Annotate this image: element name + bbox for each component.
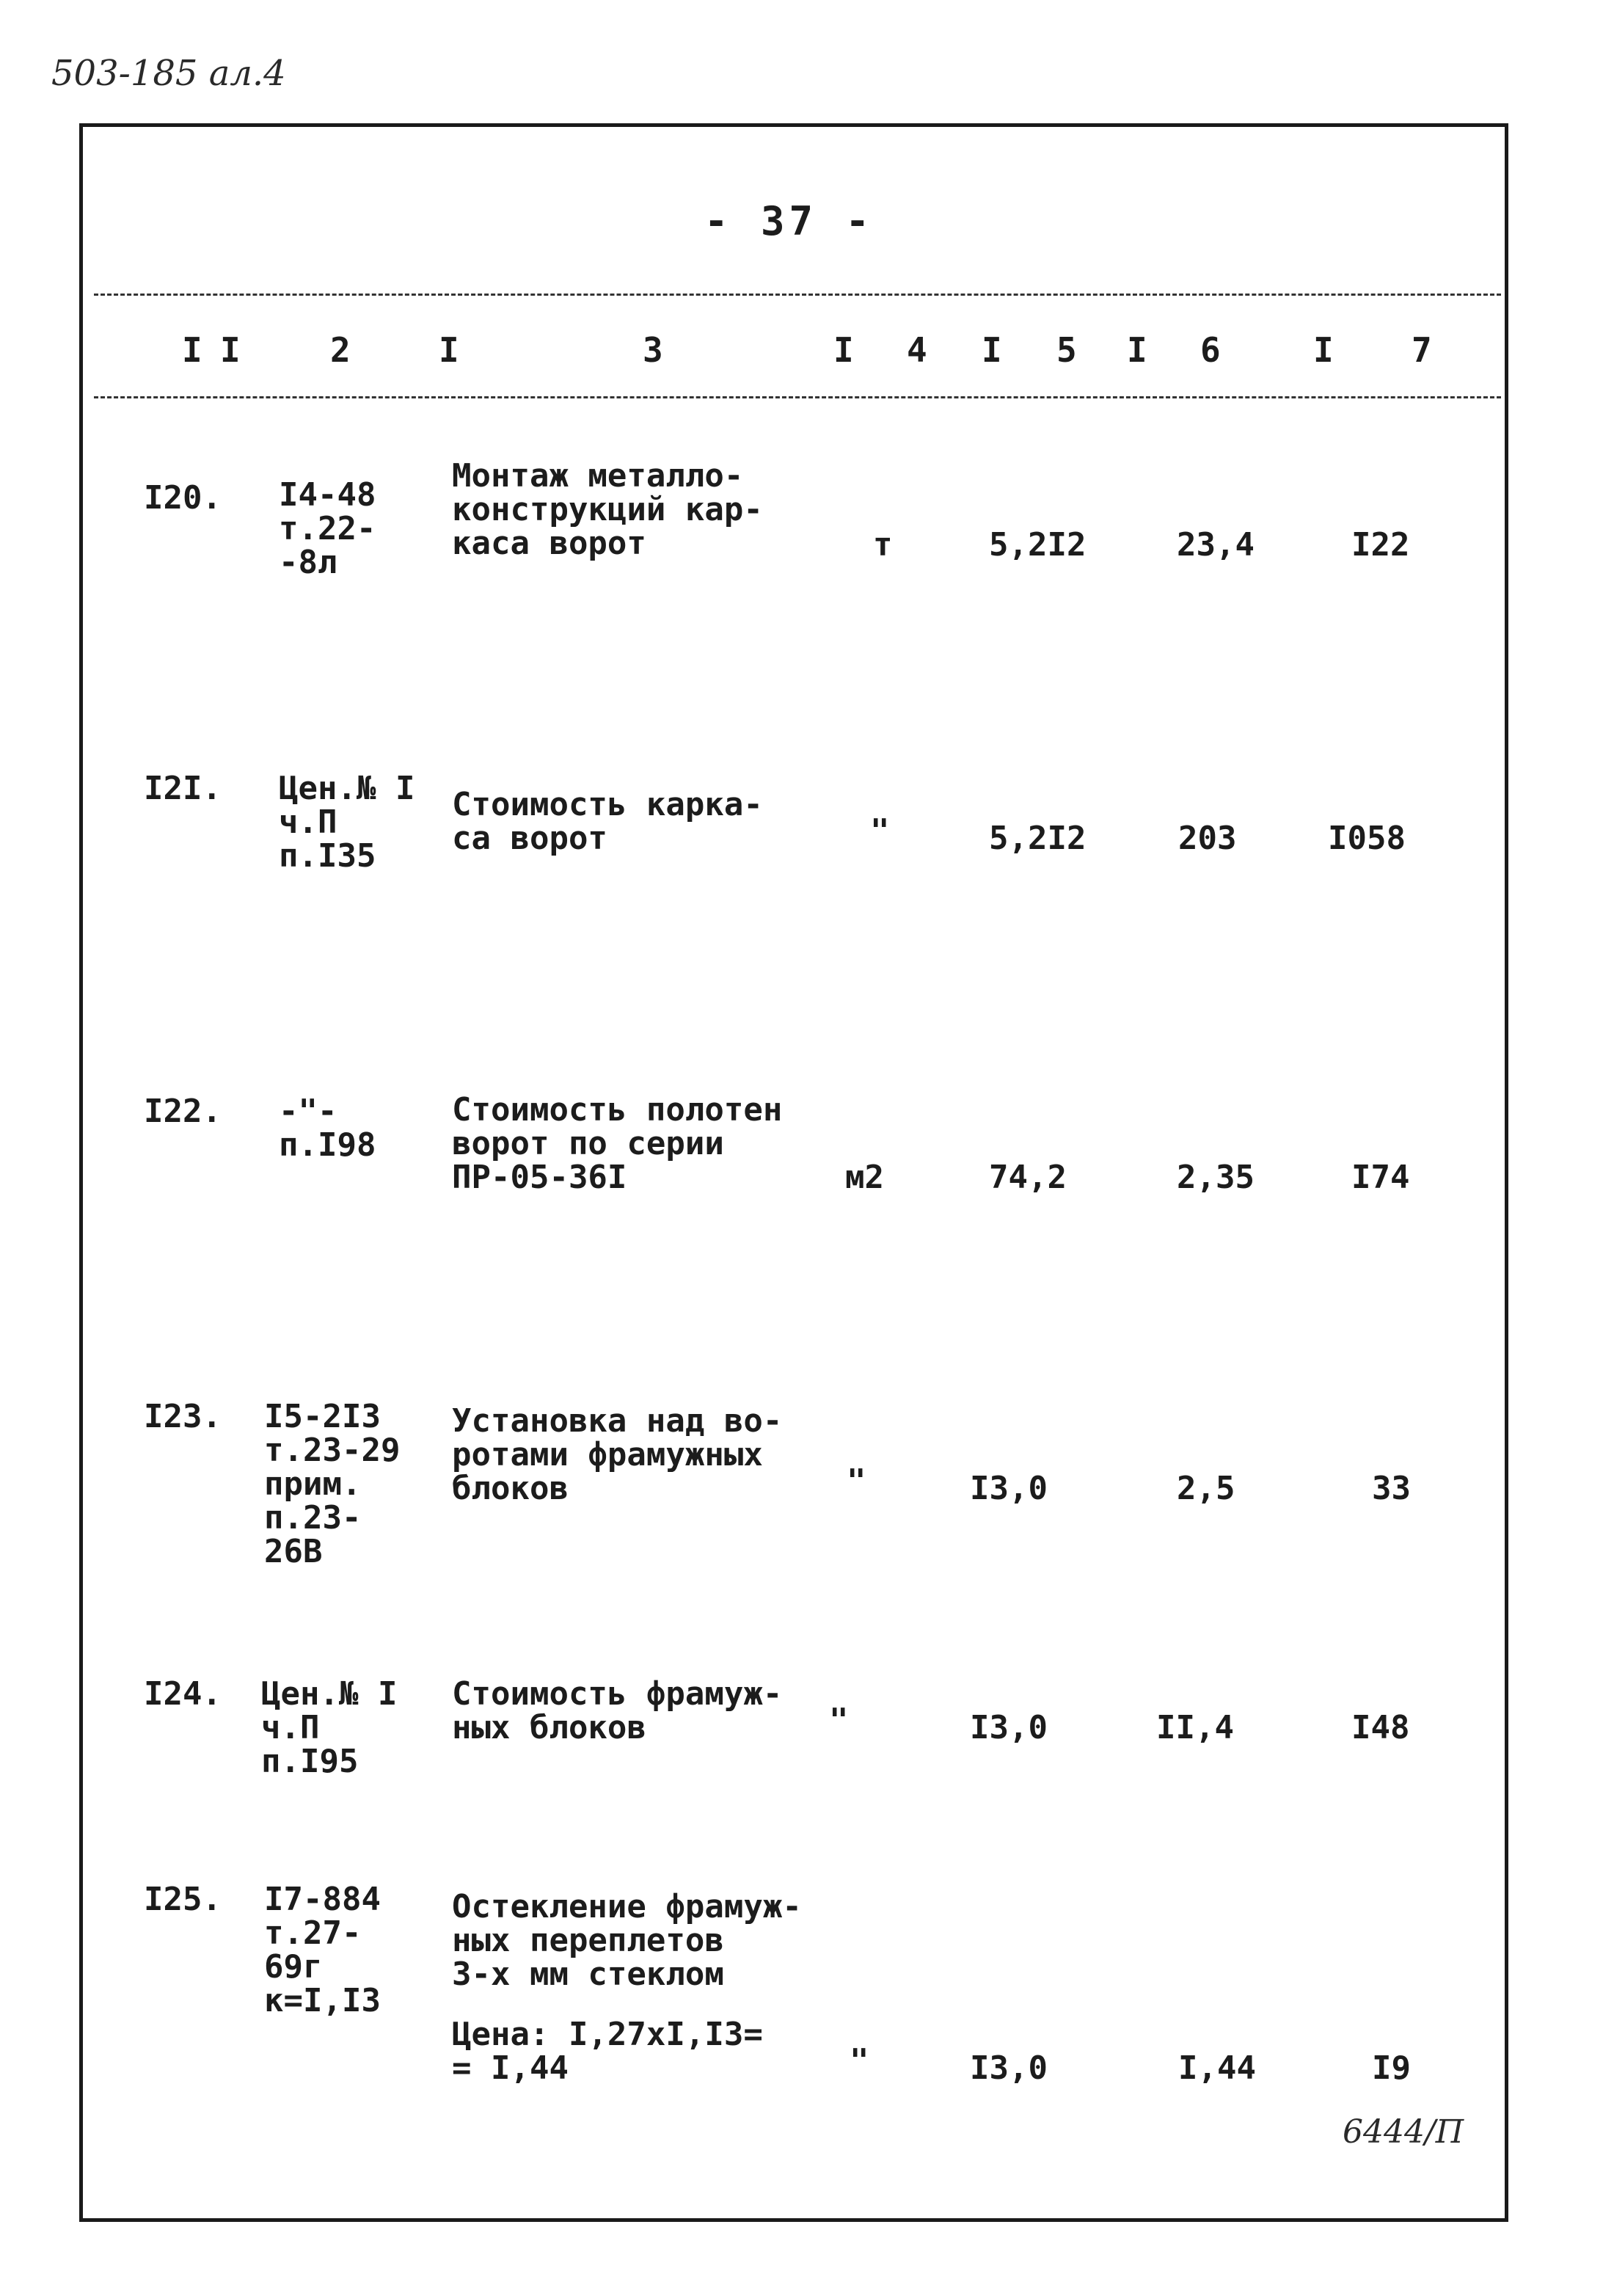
col-header-7: 7 <box>1412 330 1432 370</box>
row-unit: " <box>870 812 890 850</box>
row-total: 33 <box>1372 1470 1411 1507</box>
row-code-line: ч.П <box>279 803 337 841</box>
col-separator: I <box>220 330 241 370</box>
row-number: I20. <box>144 479 222 517</box>
row-number: I23. <box>144 1398 222 1435</box>
row-number: I25. <box>144 1881 222 1918</box>
row-total: I058 <box>1328 820 1406 857</box>
row-unit: " <box>850 2042 869 2080</box>
col-separator: I <box>1127 330 1147 370</box>
header-rule-bottom <box>94 396 1501 398</box>
row-total: I9 <box>1372 2049 1411 2087</box>
col-separator: I <box>439 330 459 370</box>
row-qty: 5,2I2 <box>989 526 1087 564</box>
row-desc-line: Стоимость фрамуж- <box>452 1675 783 1713</box>
row-price: II,4 <box>1156 1709 1234 1746</box>
col-separator: I <box>982 330 1002 370</box>
row-desc-line: каса ворот <box>452 525 646 562</box>
row-unit: т <box>873 526 893 564</box>
row-total: I22 <box>1351 526 1410 564</box>
row-code-line: к=I,I3 <box>264 1982 381 2019</box>
row-desc-line: ПР-05-36I <box>452 1159 627 1196</box>
row-code-line: -"- <box>279 1093 337 1130</box>
row-number: I24. <box>144 1675 222 1713</box>
col-separator: I <box>1313 330 1334 370</box>
handwritten-corner-note: 503-185 ал.4 <box>51 53 286 94</box>
row-price: 23,4 <box>1177 526 1255 564</box>
page-number: - 37 - <box>704 198 874 244</box>
row-price: 2,5 <box>1177 1470 1235 1507</box>
row-code-line: ч.П <box>261 1709 320 1746</box>
row-number: I2I. <box>144 770 222 807</box>
row-price: 2,35 <box>1177 1159 1255 1196</box>
row-code-line: Цен.№ I <box>261 1675 398 1713</box>
row-code-line: 26В <box>264 1533 323 1570</box>
row-code-line: т.22- <box>279 510 376 547</box>
row-code-line: -8л <box>279 544 337 581</box>
row-desc-line: Монтаж металло- <box>452 457 744 495</box>
row-desc-line: ных блоков <box>452 1709 646 1746</box>
row-desc-line: конструкций кар- <box>452 491 763 528</box>
row-code-line: п.I98 <box>279 1126 376 1164</box>
handwritten-archive-number: 6444/П <box>1343 2113 1464 2151</box>
row-desc-line: ротами фрамужных <box>452 1436 763 1473</box>
row-desc-line: Остекление фрамуж- <box>452 1888 802 1925</box>
row-qty: I3,0 <box>970 2049 1048 2087</box>
row-qty: I3,0 <box>970 1709 1048 1746</box>
col-header-4: 4 <box>907 330 927 370</box>
row-price-note-line: = I,44 <box>452 2049 569 2087</box>
row-desc-line: са ворот <box>452 820 607 857</box>
row-number: I22. <box>144 1093 222 1130</box>
row-price: 203 <box>1178 820 1237 857</box>
row-code-line: I7-884 <box>264 1881 381 1918</box>
row-code-line: п.I35 <box>279 837 376 875</box>
row-code-line: п.I95 <box>261 1743 359 1780</box>
row-unit: м2 <box>845 1159 884 1196</box>
row-code-line: прим. <box>264 1465 362 1503</box>
row-code-line: 69г <box>264 1948 323 1986</box>
row-total: I48 <box>1351 1709 1410 1746</box>
row-qty: 74,2 <box>989 1159 1067 1196</box>
row-desc-line: Стоимость полотен <box>452 1091 783 1129</box>
row-code-line: п.23- <box>264 1499 362 1537</box>
header-rule-top <box>94 294 1501 296</box>
col-separator: I <box>833 330 854 370</box>
row-desc-line: блоков <box>452 1470 569 1507</box>
row-code-line: т.23-29 <box>264 1432 401 1469</box>
row-total: I74 <box>1351 1159 1410 1196</box>
row-desc-line: Стоимость карка- <box>452 786 763 823</box>
row-price-note-line: Цена: I,27хI,I3= <box>452 2016 763 2053</box>
col-header-2: 2 <box>330 330 351 370</box>
row-code-line: т.27- <box>264 1914 362 1952</box>
row-qty: I3,0 <box>970 1470 1048 1507</box>
row-unit: " <box>847 1462 866 1500</box>
row-qty: 5,2I2 <box>989 820 1087 857</box>
row-desc-line: Установка над во- <box>452 1402 783 1440</box>
row-code-line: I4-48 <box>279 476 376 514</box>
col-header-6: 6 <box>1200 330 1221 370</box>
row-code-line: Цен.№ I <box>279 770 415 807</box>
col-header-1: I <box>182 330 202 370</box>
col-header-3: 3 <box>643 330 663 370</box>
row-code-line: I5-2I3 <box>264 1398 381 1435</box>
row-unit: " <box>829 1702 849 1739</box>
row-desc-line: ворот по серии <box>452 1125 724 1162</box>
row-price: I,44 <box>1178 2049 1256 2087</box>
row-desc-line: ных переплетов <box>452 1922 724 1959</box>
col-header-5: 5 <box>1056 330 1077 370</box>
row-desc-line: 3-х мм стеклом <box>452 1956 724 1993</box>
